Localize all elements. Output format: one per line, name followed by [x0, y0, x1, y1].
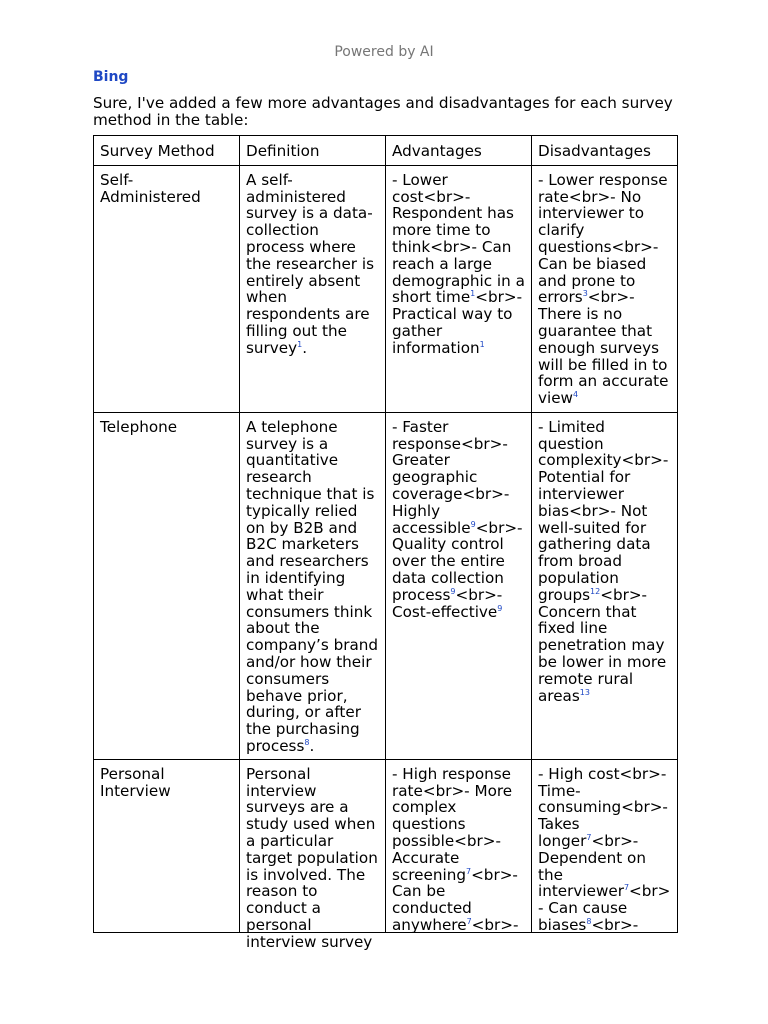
header-advantages: Advantages — [386, 136, 532, 166]
method-name: Personal Interview — [100, 764, 171, 800]
table-row — [94, 165, 678, 412]
citation-marker: 8 — [586, 916, 592, 926]
cell-text: . — [309, 736, 315, 755]
disadvantages-cell — [532, 412, 678, 759]
citation-marker: 7 — [623, 883, 630, 893]
citation-marker: 13 — [579, 687, 590, 697]
definition-cell — [240, 759, 386, 951]
advantages-cell — [386, 759, 532, 932]
cell-text: <br>- — [471, 915, 519, 934]
citation-marker: 4 — [572, 390, 579, 400]
survey-methods-table — [93, 135, 678, 951]
advantages-clip — [392, 764, 525, 934]
cell-text: <br>- Dependent on the interviewer — [538, 831, 646, 901]
definition-cell — [240, 412, 386, 759]
table-header-row — [94, 136, 678, 166]
cell-text: - High response rate<br>- More complex questions possible<br>- Accurate screening — [392, 764, 513, 884]
cell-text: <br>- There is no guarantee that enough surveys will be filled in to form an accurate view — [538, 288, 669, 408]
method-name: Self- Administered — [100, 170, 201, 206]
citation-marker: 12 — [590, 586, 601, 596]
cell-text: - Faster response<br>- Greater geographic coverage<br>- Highly accessible — [392, 417, 510, 537]
citation-marker: 1 — [479, 339, 485, 349]
cell-text: <br>- Concern that fixed line penetration may be lower in more remote rural areas — [538, 585, 667, 705]
disadvantages-clip — [538, 764, 671, 934]
citation-marker: 7 — [465, 866, 472, 876]
citation-marker: 3 — [582, 289, 588, 299]
table-row — [94, 412, 678, 759]
citation-marker: 9 — [450, 586, 456, 596]
header-definition: Definition — [240, 136, 386, 166]
citation-marker: 9 — [470, 519, 476, 529]
powered-by-label: Powered by AI — [334, 44, 434, 60]
cell-text: <br>- Cost-effective — [392, 585, 503, 621]
citation-marker: 9 — [497, 603, 503, 613]
disadvantages-cell — [532, 165, 678, 412]
method-cell — [94, 759, 240, 932]
advantages-cell — [386, 412, 532, 759]
method-cell — [94, 412, 240, 759]
disadvantages-cell — [532, 759, 678, 932]
intro-text: Sure, I've added a few more advantages and disadvantages for each survey method in the table: — [93, 94, 673, 129]
cell-text: - Lower response rate<br>- No interviewer to clarify questions<br>- Can be biased and prone to errors — [538, 170, 668, 307]
table-row — [94, 759, 678, 932]
cell-text: A telephone survey is a quantitative research technique that is typically relied on by B2B and B2C marketers and researchers in identifying what their consumers think about the company’s brand and/or how their consumers behave prior, during, or after the purchasing process — [246, 417, 379, 755]
method-name: Telephone — [100, 417, 178, 436]
cell-text: A self-administered survey is a data-collection process where the researcher is entirely absent when respondents are filling out the survey — [246, 170, 375, 357]
cell-text: . — [302, 338, 308, 357]
cell-text: - Lower cost<br>- Respondent has more time to think<br>- Can reach a large demographic in a short time — [392, 170, 525, 307]
header-survey-method: Survey Method — [94, 136, 240, 166]
citation-marker: 7 — [466, 916, 472, 926]
source-label: Bing — [93, 69, 129, 85]
cell-text: <br>- — [591, 915, 639, 934]
citation-marker: 1 — [297, 339, 303, 349]
header-disadvantages: Disadvantages — [532, 136, 678, 166]
definition-cell — [240, 165, 386, 412]
citation-marker: 7 — [586, 832, 592, 842]
definition-clip — [246, 764, 379, 951]
citation-marker: 1 — [470, 289, 476, 299]
cell-text: <br>- Quality control over the entire data collection process — [392, 518, 523, 604]
advantages-cell — [386, 165, 532, 412]
cell-text: <br>- Can be conducted anywhere — [392, 865, 518, 934]
method-cell — [94, 165, 240, 412]
cell-text: <br>- Practical way to gather information — [392, 288, 523, 357]
cell-text: <br>- Can cause biases — [538, 882, 671, 934]
cell-text: - Limited question complexity<br>- Potential for interviewer bias<br>- Not well-suited for gathering data from broad population groups — [538, 417, 669, 604]
cell-text: Personal interview surveys are a study used when a particular target population is involved. The reason to conduct a personal interview survey — [246, 764, 378, 951]
citation-marker: 8 — [304, 737, 310, 747]
cell-text: - High cost<br>- Time-consuming<br>- Takes longer — [538, 764, 668, 850]
